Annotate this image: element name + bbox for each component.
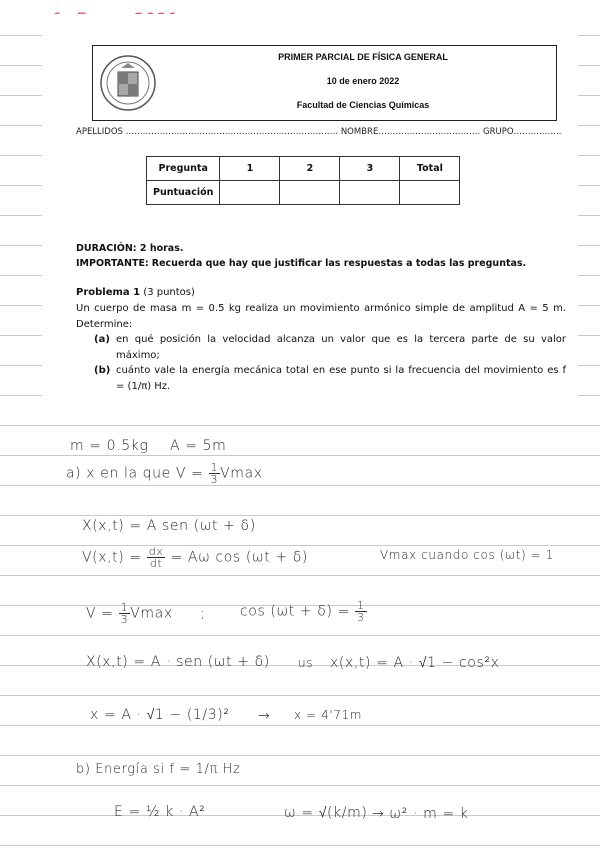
student-info-line: APELLIDOS ………………………………………………………………… NOMBRE……………………………… GRUPO…………….. [76, 127, 562, 137]
note-part-a-text: a) x en la que V = [66, 465, 209, 482]
note-k-eq: → ω² · m = k [372, 806, 469, 822]
note-vmax: Vmax [220, 465, 263, 482]
score-header-2: 2 [280, 157, 340, 181]
part-a-text: en qué posición la velocidad alcanza un valor que es la tercera parte de su valor máximo; [116, 334, 566, 361]
score-cell [400, 181, 460, 205]
note-part-b: b) Energía si f = 1/π Hz [76, 762, 241, 777]
important-text: Recuerda que hay que justificar las respuestas a todas las preguntas. [151, 258, 527, 269]
note-position-eq-2: X(x,t) = A · sen (ωt + δ) [86, 654, 270, 670]
faculty-name: Facultad de Ciencias Químicas [296, 100, 430, 110]
problem-points: (3 puntos) [143, 287, 195, 298]
part-b-text: cuánto vale la energía mecánica total en ese punto si la frecuencia del movimiento es f = (1/π) Hz. [116, 365, 566, 392]
problem-body [76, 301, 566, 394]
score-header-1: 1 [220, 157, 280, 181]
note-velocity-eq: V(x,t) = $\frac{dx}{dt}$ = Aω cos (ωt + δ) [82, 545, 308, 570]
note-position-sqrt: x(x,t) = A · √1 − cos²x [330, 655, 500, 671]
university-seal-icon [99, 52, 157, 114]
important-note [76, 258, 526, 269]
part-b-label: (b) [94, 365, 111, 376]
problem-label: Problema 1 [76, 287, 141, 298]
note-mass: m = 0.5kg [70, 438, 149, 454]
score-header-3: 3 [340, 157, 400, 181]
note-energy-eq: E = ½ k · A² [114, 804, 206, 820]
duration: DURACIÓN: 2 horas. [76, 243, 184, 254]
score-cell [340, 181, 400, 205]
note-cos-third: cos (ωt + δ) = $\frac{1}{3}$ [240, 599, 365, 624]
note-x-result: x = 4'71m [294, 708, 363, 722]
problem-statement: Un cuerpo de masa m = 0.5 kg realiza un movimiento armónico simple de amplitud A = 5 m. Determine: [76, 303, 566, 330]
score-cell [280, 181, 340, 205]
fraction-dx-dt: $\frac{dx}{dt}$ [148, 545, 164, 570]
note-x-formula: x = A · √1 − (1/3)² [90, 707, 230, 723]
exam-title: PRIMER PARCIAL DE FÍSICA GENERAL [278, 52, 448, 62]
note-amplitude: A = 5m [170, 438, 227, 454]
important-label: IMPORTANTE: [76, 258, 149, 269]
note-omega-eq: ω = √(k/m) [284, 805, 368, 821]
score-table [146, 156, 460, 205]
problem-title [76, 287, 195, 298]
score-row-label: Puntuación [147, 181, 220, 205]
arrow-right-icon: → [258, 708, 271, 724]
exam-sheet [42, 14, 578, 396]
note-part-a [66, 462, 263, 485]
fraction-one-third-3: $\frac{1}{3}$ [356, 599, 365, 624]
note-us: us [298, 656, 314, 670]
exam-header [92, 45, 557, 121]
fraction-one-third-2: $\frac{1}{3}$ [120, 601, 129, 626]
exam-date: 10 de enero 2022 [326, 76, 400, 86]
score-header-question: Pregunta [147, 157, 220, 181]
fraction-one-third: $\frac{1}{3}$ [210, 461, 219, 486]
note-separator: ; [200, 606, 206, 622]
score-header-total: Total [400, 157, 460, 181]
note-position-eq: X(x,t) = A sen (ωt + δ) [82, 518, 256, 534]
problem-part-b [76, 363, 566, 394]
note-v-third: V = $\frac{1}{3}$ Vmax [86, 601, 173, 626]
score-cell [220, 181, 280, 205]
part-a-label: (a) [94, 334, 110, 345]
note-vmax-condition: Vmax cuando cos (ωt) = 1 [380, 548, 554, 562]
problem-part-a [76, 332, 566, 363]
